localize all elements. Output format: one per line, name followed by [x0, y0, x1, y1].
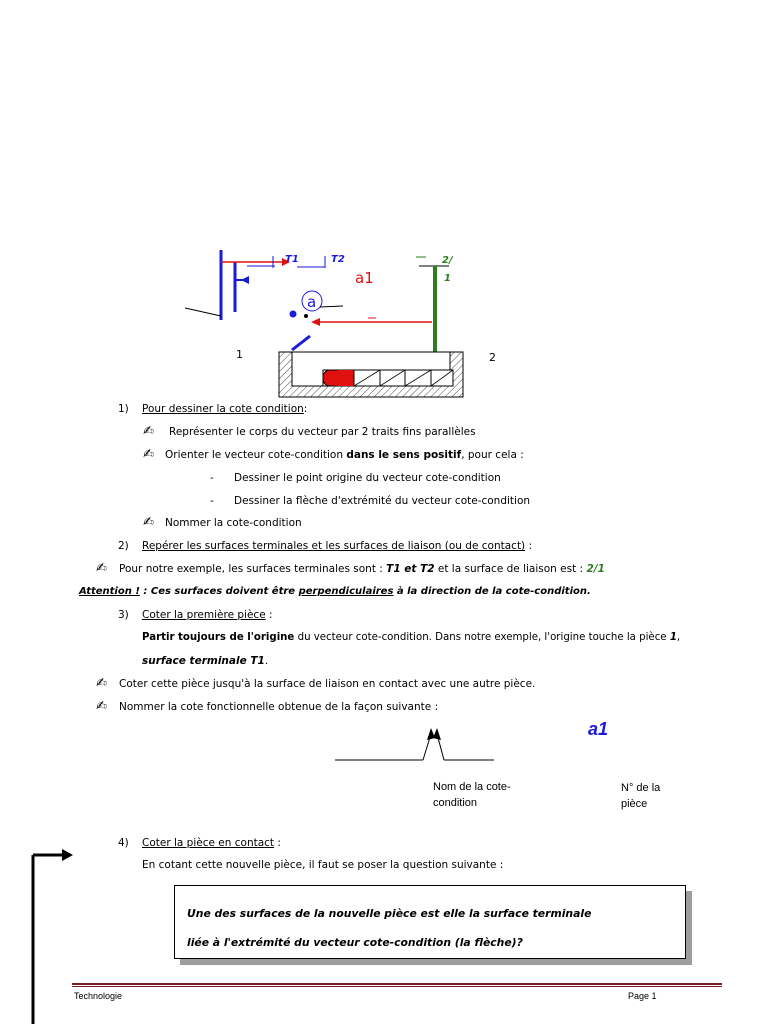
naming-schematic: [335, 728, 494, 760]
step-3-paragraph-2: [142, 654, 268, 668]
step-3-number: 3): [118, 609, 129, 621]
base-housing: [279, 352, 463, 397]
step-2-bullet-1-mid: et la surface de liaison est :: [434, 563, 587, 575]
cote-condition-vector: [311, 318, 432, 326]
part-2-label: 2: [489, 351, 496, 364]
writing-hand-icon: ✍: [143, 447, 154, 462]
step-3-bullet-1: Coter cette pièce jusqu'à la surface de liaison en contact avec une autre pièce.: [119, 678, 536, 690]
footer-rule-thin: [72, 986, 722, 987]
callout-line-1: Une des surfaces de la nouvelle pièce est elle la surface terminale: [187, 907, 592, 920]
naming-note-left: [433, 779, 511, 811]
step-1-bullet-2-post: , pour cela :: [461, 449, 524, 461]
step-2-bullet-1-bold: T1 et T2: [386, 563, 435, 575]
dash-marker: -: [210, 472, 214, 484]
writing-hand-icon: ✍: [143, 515, 154, 530]
label-a1: a1: [355, 269, 374, 287]
step-1-bullet-2-pre: Orienter le vecteur cote-condition: [165, 449, 347, 461]
step-4-title: Coter la pièce en contact: [142, 837, 275, 849]
attention-text-2: à la direction de la cote-condition.: [393, 586, 591, 597]
label-liaison-top: 2/: [442, 255, 453, 266]
dash-marker: -: [210, 495, 214, 507]
origin-point-marker: [290, 291, 344, 318]
naming-note-right: [621, 780, 660, 812]
step-1-bullet-1: Représenter le corps du vecteur par 2 traits fins parallèles: [169, 426, 476, 438]
step-1-bullet-2: [165, 448, 524, 462]
step-3-p1-end: ,: [676, 632, 681, 643]
writing-hand-icon: ✍: [96, 676, 107, 691]
step-2-title: Repérer les surfaces terminales et les surfaces de liaison (ou de contact): [142, 540, 526, 552]
footer-rule: [72, 983, 722, 985]
step-3-p1-num: 1: [669, 632, 677, 643]
step-1-colon: :: [303, 403, 308, 415]
attention-text-1: : Ces surfaces doivent être: [139, 586, 299, 597]
step-1-dash-2: Dessiner la flèche d'extrémité du vecteur cote-condition: [234, 495, 531, 507]
naming-note-left-line-1: Nom de la cote-: [433, 781, 511, 793]
part-1-label: 1: [236, 348, 243, 361]
label-t2: T2: [331, 254, 345, 265]
writing-hand-icon: ✍: [96, 561, 107, 576]
terminal-surfaces: [221, 256, 325, 268]
step-1-bullet-3: Nommer la cote-condition: [165, 517, 302, 529]
left-bracket-arrow: [33, 849, 73, 1024]
step-4-number: 4): [118, 837, 129, 849]
attention-note: [79, 585, 591, 599]
callout-line-2: liée à l'extrémité du vecteur cote-condition (la flèche)?: [187, 936, 523, 949]
step-3-p1-bold: Partir toujours de l'origine: [142, 632, 295, 643]
part-2-profile: [416, 257, 449, 352]
attention-emphasis: perpendiculaires: [298, 586, 394, 597]
naming-example-label: a1: [588, 719, 609, 739]
label-t1: T1: [285, 254, 299, 265]
step-3-p2-end: .: [264, 655, 269, 667]
step-2-colon: :: [525, 540, 533, 552]
step-4-paragraph: En cotant cette nouvelle pièce, il faut se poser la question suivante :: [142, 859, 504, 871]
naming-note-right-line-1: N° de la: [621, 782, 661, 794]
part-1-profile: [185, 250, 310, 350]
footer-page-number: Page 1: [628, 991, 657, 1001]
step-3-bullet-2: Nommer la cote fonctionnelle obtenue de la façon suivante :: [119, 701, 439, 713]
step-3-p1-rest: du vecteur cote-condition. Dans notre exemple, l'origine touche la pièce: [294, 632, 670, 643]
step-3-heading: [142, 608, 273, 622]
question-callout: [174, 885, 686, 959]
footer-left: Technologie: [74, 991, 123, 1001]
step-1-number: 1): [118, 403, 129, 415]
step-2-heading: [142, 539, 532, 553]
step-3-colon: :: [265, 609, 273, 621]
step-2-number: 2): [118, 540, 129, 552]
step-4-colon: :: [274, 837, 281, 849]
step-2-bullet-1-liaison: 2/1: [586, 563, 605, 575]
step-1-bullet-2-bold: dans le sens positif: [346, 449, 462, 461]
step-4-heading: [142, 836, 281, 850]
step-2-bullet-1-pre: Pour notre exemple, les surfaces terminales sont :: [119, 563, 387, 575]
attention-label: Attention !: [79, 586, 140, 597]
step-3-paragraph-1: [142, 631, 680, 645]
writing-hand-icon: ✍: [143, 424, 154, 439]
naming-note-right-line-2: pièce: [621, 798, 648, 810]
label-liaison-bottom: 1: [444, 273, 451, 284]
naming-note-left-line-2: condition: [433, 797, 478, 809]
step-3-title: Coter la première pièce: [142, 609, 266, 621]
step-1-heading: [142, 402, 307, 416]
step-3-p2-bold: surface terminale T1: [142, 655, 265, 667]
label-a: a: [307, 293, 317, 311]
step-2-bullet-1: [119, 562, 605, 576]
writing-hand-icon: ✍: [96, 699, 107, 714]
step-1-dash-1: Dessiner le point origine du vecteur cote-condition: [234, 472, 501, 484]
step-1-title: Pour dessiner la cote condition: [142, 403, 304, 415]
